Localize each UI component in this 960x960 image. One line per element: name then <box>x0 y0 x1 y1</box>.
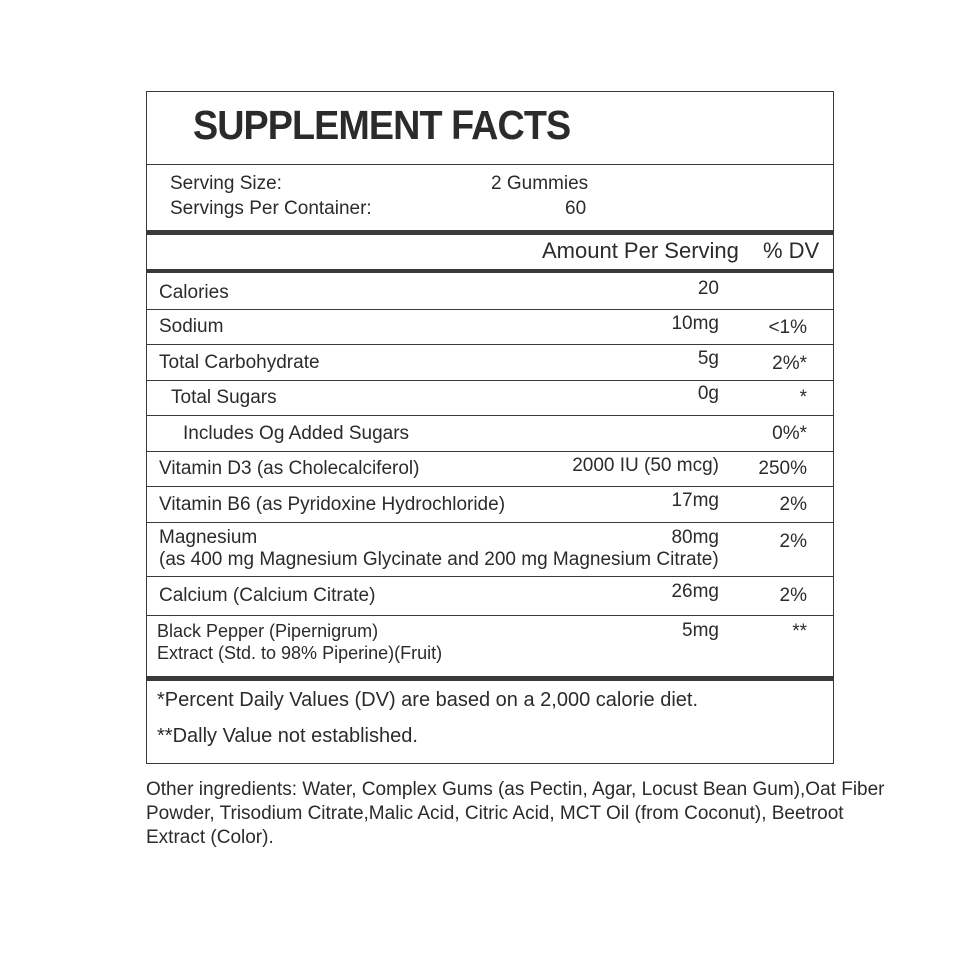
nutrient-dv: ** <box>792 621 807 642</box>
nutrient-amount: 10mg <box>671 313 719 334</box>
row-divider <box>147 615 833 616</box>
nutrient-dv: 2% <box>779 585 807 606</box>
nutrient-name: Calcium (Calcium Citrate) <box>159 585 376 606</box>
row-divider <box>147 522 833 523</box>
nutrient-amount: 2000 IU (50 mcg) <box>572 455 719 476</box>
panel-title: SUPPLEMENT FACTS <box>193 102 571 148</box>
serving-size-value: 2 Gummies <box>491 173 589 194</box>
thick-divider <box>147 676 833 681</box>
row-divider <box>147 415 833 416</box>
nutrient-dv: * <box>799 387 807 408</box>
nutrient-amount: 26mg <box>671 581 719 602</box>
nutrient-amount: 20 <box>697 278 719 299</box>
nutrient-name: Sodium <box>159 316 224 337</box>
nutrient-name: Magnesium <box>159 527 258 548</box>
nutrient-name: Vitamin D3 (as Cholecalciferol) <box>159 458 420 479</box>
other-ingredients: Other ingredients: Water, Complex Gums (as Pectin, Agar, Locust Bean Gum),Oat Fiber Powder, Trisodium Citrate,Malic Acid, Citric Acid, MCT Oil (from Coconut), Beetroot Extract (Color). <box>146 779 885 848</box>
nutrient-amount: 5g <box>697 348 719 369</box>
amount-per-serving-header: Amount Per Serving <box>542 238 739 263</box>
nutrient-dv: 250% <box>758 458 807 479</box>
thick-divider <box>147 230 833 235</box>
row-divider <box>147 576 833 577</box>
nutrient-name: Includes Og Added Sugars <box>183 423 410 444</box>
row-divider <box>147 380 833 381</box>
nutrient-subtext: Extract (Std. to 98% Piperine)(Fruit) <box>157 643 443 663</box>
divider <box>147 164 833 165</box>
nutrient-name: Black Pepper (Pipernigrum) <box>157 621 379 641</box>
thick-divider <box>147 269 833 273</box>
nutrient-dv: 2% <box>779 531 807 552</box>
nutrient-amount: 5mg <box>682 620 719 641</box>
nutrient-name: Total Carbohydrate <box>159 352 320 373</box>
nutrient-dv: 0%* <box>772 423 807 444</box>
serving-size-label: Serving Size: <box>170 173 282 194</box>
row-divider <box>147 309 833 310</box>
servings-per-container-label: Servings Per Container: <box>170 198 372 219</box>
nutrient-dv: 2% <box>779 494 807 515</box>
nutrient-amount: 80mg <box>671 527 719 548</box>
nutrient-name: Total Sugars <box>171 387 277 408</box>
nutrient-dv: 2%* <box>772 353 807 374</box>
supplement-facts-panel <box>146 91 834 764</box>
dv-header: % DV <box>763 238 820 263</box>
row-divider <box>147 486 833 487</box>
nutrient-dv: <1% <box>768 317 807 338</box>
servings-per-container-value: 60 <box>565 198 587 219</box>
nutrient-name: Calories <box>159 282 229 303</box>
not-established-footnote: **Dally Value not established. <box>157 725 418 747</box>
row-divider <box>147 344 833 345</box>
dv-footnote: *Percent Daily Values (DV) are based on a 2,000 calorie diet. <box>157 689 699 711</box>
nutrient-subtext: (as 400 mg Magnesium Glycinate and 200 mg Magnesium Citrate) <box>159 549 719 570</box>
row-divider <box>147 451 833 452</box>
nutrient-amount: 0g <box>697 383 719 404</box>
nutrient-amount: 17mg <box>671 490 719 511</box>
nutrient-name: Vitamin B6 (as Pyridoxine Hydrochloride) <box>159 494 506 515</box>
